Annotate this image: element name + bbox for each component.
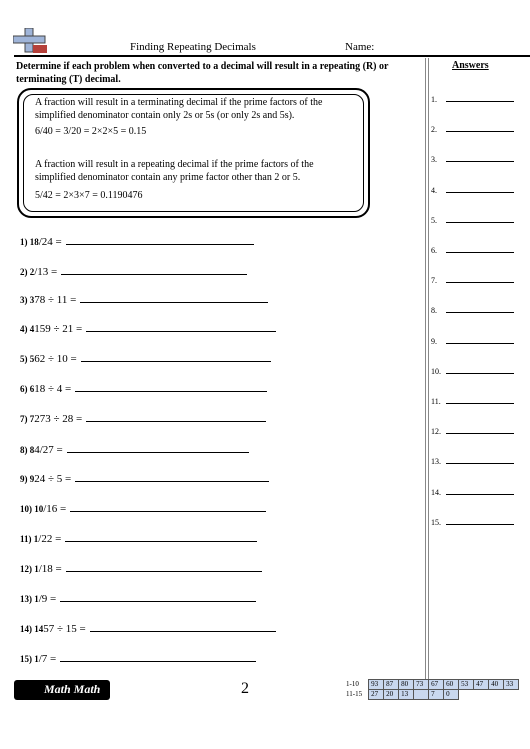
answer-number: 8. bbox=[431, 306, 437, 316]
terminating-example: 6/40 = 3/20 = 2×2×5 = 0.15 bbox=[35, 126, 147, 137]
score-key-cell: 87 bbox=[384, 680, 399, 690]
problem-item bbox=[20, 471, 269, 485]
score-key bbox=[344, 679, 519, 700]
problem-expression: /24 = bbox=[38, 236, 62, 248]
answer-blank[interactable] bbox=[65, 531, 257, 542]
problem-item bbox=[20, 561, 262, 575]
column-divider bbox=[425, 58, 426, 688]
problem-item bbox=[20, 651, 256, 665]
score-key-cell bbox=[414, 690, 429, 700]
answer-blank[interactable] bbox=[90, 621, 276, 632]
score-key-cell: 27 bbox=[369, 690, 384, 700]
score-key-range: 1-10 bbox=[346, 680, 359, 688]
score-key-cell: 60 bbox=[444, 680, 459, 690]
problem-number: 15) 1 bbox=[20, 654, 39, 664]
answer-number: 5. bbox=[431, 215, 437, 225]
problem-expression: /18 = bbox=[38, 563, 62, 575]
answer-line[interactable] bbox=[446, 494, 514, 495]
repeating-example: 5/42 = 2×3×7 = 0.1190476 bbox=[35, 190, 143, 201]
score-key-cell: 47 bbox=[474, 680, 489, 690]
problem-expression: /22 = bbox=[38, 533, 62, 545]
answer-line[interactable] bbox=[446, 343, 514, 344]
answer-number: 11. bbox=[431, 397, 441, 406]
answer-line[interactable] bbox=[446, 373, 514, 374]
answer-blank[interactable] bbox=[66, 561, 262, 572]
answer-slot bbox=[431, 306, 437, 315]
answer-line[interactable] bbox=[446, 403, 514, 404]
page-title: Finding Repeating Decimals bbox=[130, 41, 256, 53]
answer-number: 3. bbox=[431, 155, 437, 165]
brand-logo bbox=[14, 680, 110, 700]
answer-slot bbox=[431, 216, 437, 225]
score-key-cell: 20 bbox=[384, 690, 399, 700]
answer-line[interactable] bbox=[446, 282, 514, 283]
answer-slot bbox=[431, 367, 441, 376]
problem-expression: 4/27 = bbox=[34, 444, 63, 456]
answer-slot bbox=[431, 125, 437, 134]
problem-number: 7) 7 bbox=[20, 414, 35, 424]
answer-line[interactable] bbox=[446, 192, 514, 193]
problem-item bbox=[20, 351, 271, 365]
page-number: 2 bbox=[241, 680, 249, 697]
answer-line[interactable] bbox=[446, 252, 514, 253]
answer-slot bbox=[431, 337, 437, 346]
problem-expression: 24 ÷ 5 = bbox=[34, 473, 72, 485]
problem-number: 13) 1 bbox=[20, 594, 39, 604]
problem-item bbox=[20, 411, 266, 425]
score-key-cell: 33 bbox=[504, 680, 519, 690]
score-key-cell: 67 bbox=[429, 680, 444, 690]
answer-number: 7. bbox=[431, 276, 437, 286]
name-label: Name: bbox=[345, 41, 375, 53]
answer-line[interactable] bbox=[446, 101, 514, 102]
problem-number: 11) 1 bbox=[20, 534, 39, 544]
answer-number: 13. bbox=[431, 457, 441, 467]
problem-item bbox=[20, 234, 254, 248]
answer-number: 2. bbox=[431, 125, 437, 135]
problem-expression: 78 ÷ 11 = bbox=[34, 294, 77, 306]
problem-number: 6) 6 bbox=[20, 384, 35, 394]
repeating-rule: A fraction will result in a repeating decimal if the prime factors of the simplified denominator contain any prime factor other than 2 or 5. bbox=[35, 159, 314, 183]
answer-blank[interactable] bbox=[80, 292, 268, 303]
problem-expression: 159 ÷ 21 = bbox=[34, 323, 83, 335]
problem-expression: /16 = bbox=[43, 503, 67, 515]
problem-number: 14) 14 bbox=[20, 624, 44, 634]
directions: Determine if each problem when converted to a decimal will result in a repeating (R) or terminating (T) decimal. bbox=[16, 61, 389, 85]
answer-blank[interactable] bbox=[60, 591, 256, 602]
problem-item bbox=[20, 621, 276, 635]
answers-heading: Answers bbox=[452, 60, 489, 71]
problem-item bbox=[20, 531, 257, 545]
answer-number: 4. bbox=[431, 185, 437, 195]
score-key-cell: 40 bbox=[489, 680, 504, 690]
answer-number: 12. bbox=[431, 427, 441, 437]
info-box bbox=[17, 88, 370, 218]
answer-line[interactable] bbox=[446, 222, 514, 223]
answer-line[interactable] bbox=[446, 463, 514, 464]
problem-item bbox=[20, 501, 266, 515]
problem-number: 9) 9 bbox=[20, 474, 35, 484]
score-key-range: 11-15 bbox=[346, 690, 363, 698]
answer-blank[interactable] bbox=[60, 651, 256, 662]
answer-slot bbox=[431, 155, 437, 164]
score-key-cell: 7 bbox=[429, 690, 444, 700]
problem-number: 8) 8 bbox=[20, 445, 35, 455]
problem-number: 3) 3 bbox=[20, 295, 35, 305]
terminating-rule: A fraction will result in a terminating decimal if the prime factors of the simplified denominator contain only 2s or 5s (or only 2s and 5s). bbox=[35, 97, 323, 121]
problem-item bbox=[20, 442, 249, 456]
answer-line[interactable] bbox=[446, 131, 514, 132]
score-key-cell: 73 bbox=[414, 680, 429, 690]
answer-number: 15. bbox=[431, 517, 441, 527]
answer-number: 10. bbox=[431, 366, 441, 376]
answer-slot bbox=[431, 518, 441, 527]
problem-expression: /7 = bbox=[38, 653, 57, 665]
problem-expression: 62 ÷ 10 = bbox=[34, 353, 77, 365]
problem-number: 2) 2 bbox=[20, 267, 35, 277]
problem-item bbox=[20, 591, 256, 605]
answer-line[interactable] bbox=[446, 524, 514, 525]
problem-expression: /13 = bbox=[34, 266, 58, 278]
score-key-row bbox=[344, 680, 519, 690]
header-rule bbox=[14, 55, 530, 57]
score-key-cell: 13 bbox=[399, 690, 414, 700]
problem-number: 1) 18 bbox=[20, 237, 39, 247]
problem-number: 12) 1 bbox=[20, 564, 39, 574]
answer-blank[interactable] bbox=[67, 442, 249, 453]
cross-logo-icon bbox=[13, 28, 47, 54]
answer-number: 1. bbox=[431, 95, 437, 104]
answer-slot bbox=[431, 246, 437, 255]
answer-line[interactable] bbox=[446, 161, 514, 162]
problem-number: 4) 4 bbox=[20, 324, 35, 334]
answer-number: 14. bbox=[431, 487, 441, 497]
score-key-cell: 0 bbox=[444, 690, 459, 700]
problem-expression: 273 ÷ 28 = bbox=[34, 413, 83, 425]
brand-name: Math Math bbox=[44, 682, 101, 696]
answer-blank[interactable] bbox=[70, 501, 266, 512]
answer-blank[interactable] bbox=[81, 351, 271, 362]
answer-line[interactable] bbox=[446, 312, 514, 313]
problem-expression: /9 = bbox=[38, 593, 57, 605]
problem-number: 5) 5 bbox=[20, 354, 35, 364]
answer-line[interactable] bbox=[446, 433, 514, 434]
answer-slot bbox=[431, 186, 437, 195]
problem-expression: 18 ÷ 4 = bbox=[34, 383, 72, 395]
score-key-cell: 53 bbox=[459, 680, 474, 690]
score-key-row bbox=[344, 690, 519, 700]
score-key-cell: 93 bbox=[369, 680, 384, 690]
problem-expression: 57 ÷ 15 = bbox=[43, 623, 86, 635]
answer-slot bbox=[431, 427, 441, 436]
answer-blank[interactable] bbox=[75, 381, 267, 392]
problem-item bbox=[20, 264, 247, 278]
answer-blank[interactable] bbox=[86, 321, 276, 332]
column-divider bbox=[428, 58, 429, 688]
problem-item bbox=[20, 321, 276, 335]
answer-number: 6. bbox=[431, 246, 437, 255]
answer-blank[interactable] bbox=[75, 471, 269, 482]
answer-slot bbox=[431, 95, 437, 104]
problem-item bbox=[20, 381, 267, 395]
answer-blank[interactable] bbox=[66, 234, 254, 245]
answer-slot bbox=[431, 276, 437, 285]
answer-number: 9. bbox=[431, 336, 437, 346]
answer-slot bbox=[431, 457, 441, 466]
answer-blank[interactable] bbox=[86, 411, 266, 422]
answer-slot bbox=[431, 397, 441, 406]
answer-blank[interactable] bbox=[61, 264, 247, 275]
problem-number: 10) 10 bbox=[20, 504, 44, 514]
score-key-cell: 80 bbox=[399, 680, 414, 690]
answer-slot bbox=[431, 488, 441, 497]
problem-item bbox=[20, 292, 268, 306]
